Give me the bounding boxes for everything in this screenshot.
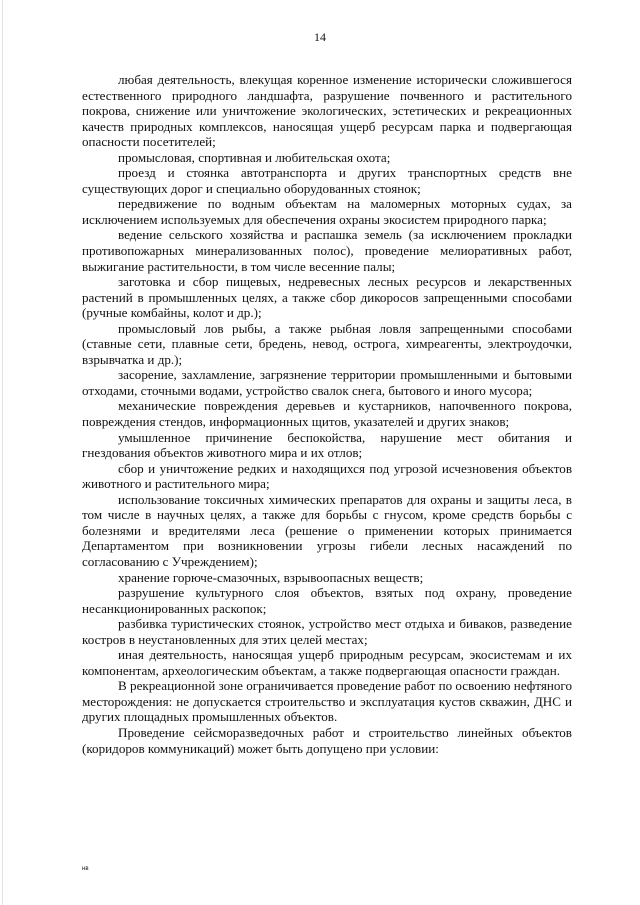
paragraph: Проведение сейсморазведочных работ и строительство линейных объектов (коридоров коммуникаций) может быть допущено при условии: bbox=[82, 724, 572, 756]
paragraph: любая деятельность, влекущая коренное изменение исторически сложившегося естественного природного ландшафта, разрушение почвенного и растительного покрова, снижение или уничтожение экологических, эстетических и рекреационных качеств природных комплексов, наносящая ущерб ресурсам парка и подвергающая опасности посетителей; bbox=[82, 72, 572, 150]
paragraph: сбор и уничтожение редких и находящихся под угрозой исчезновения объектов животного и растительного мира; bbox=[82, 460, 572, 492]
paragraph: разбивка туристических стоянок, устройство мест отдыха и биваков, разведение костров в неустановленных для этих целей местах; bbox=[82, 616, 572, 647]
scan-edge-line bbox=[2, 0, 3, 905]
paragraph: хранение горюче-смазочных, взрывоопасных веществ; bbox=[118, 569, 424, 585]
paragraph: разрушение культурного слоя объектов, взятых под охрану, проведение несанкционированных раскопок; bbox=[82, 585, 572, 616]
page-number: 14 bbox=[314, 30, 326, 44]
paragraph: засорение, захламление, загрязнение территории промышленными и бытовыми отходами, сточными водами, устройство свалок снега, бытового и иного мусора; bbox=[82, 367, 572, 398]
paragraph: умышленное причинение беспокойства, нарушение мест обитания и гнездования объектов животного мира и их отлов; bbox=[82, 429, 572, 461]
paragraph: иная деятельность, наносящая ущерб природным ресурсам, экосистемам и их компонентам, археологическим объектам, а также подвергающая опасности граждан. bbox=[82, 647, 572, 678]
paragraph: В рекреационной зоне ограничивается проведение работ по освоению нефтяного месторождения: не допускается строительство и эксплуатация кустов скважин, ДНС и других площадных промышленных объектов. bbox=[82, 678, 572, 725]
paragraph: передвижение по водным объектам на маломерных моторных судах, за исключением используемых для обеспечения охраны экосистем природного парка; bbox=[82, 196, 572, 227]
paragraph: проезд и стоянка автотранспорта и других транспортных средств вне существующих дорог и специально оборудованных стоянок; bbox=[82, 165, 572, 196]
paragraph: использование токсичных химических препаратов для охраны и защиты леса, в том числе в научных целях, а также для борьбы с гнусом, кроме средств борьбы с болезнями и вредителями леса (решение о применении которых принимается Департаментом при возникновении угрозы гибели лесных насаждений по согласованию с Учреждением); bbox=[82, 491, 572, 569]
paragraph: промысловая, спортивная и любительская охота; bbox=[118, 149, 391, 165]
paragraph: промысловый лов рыбы, а также рыбная ловля запрещенными способами (ставные сети, плавные сети, бредень, невод, острога, химреагенты, электроудочки, взрывчатка и др.); bbox=[82, 320, 572, 367]
footer-mark: нв bbox=[82, 866, 89, 872]
paragraph: ведение сельского хозяйства и распашка земель (за исключением прокладки противопожарных минерализованных полос), проведение мелиоративных работ, выжигание растительности, в том числе весенние палы; bbox=[82, 227, 572, 274]
document-body bbox=[82, 72, 572, 756]
paragraph: механические повреждения деревьев и кустарников, напочвенного покрова, повреждения стендов, информационных щитов, указателей и других знаков; bbox=[82, 398, 572, 430]
paragraph: заготовка и сбор пищевых, недревесных лесных ресурсов и лекарственных растений в промышленных целях, а также сбор дикоросов запрещенными способами (ручные комбайны, колот и др.); bbox=[82, 274, 572, 321]
